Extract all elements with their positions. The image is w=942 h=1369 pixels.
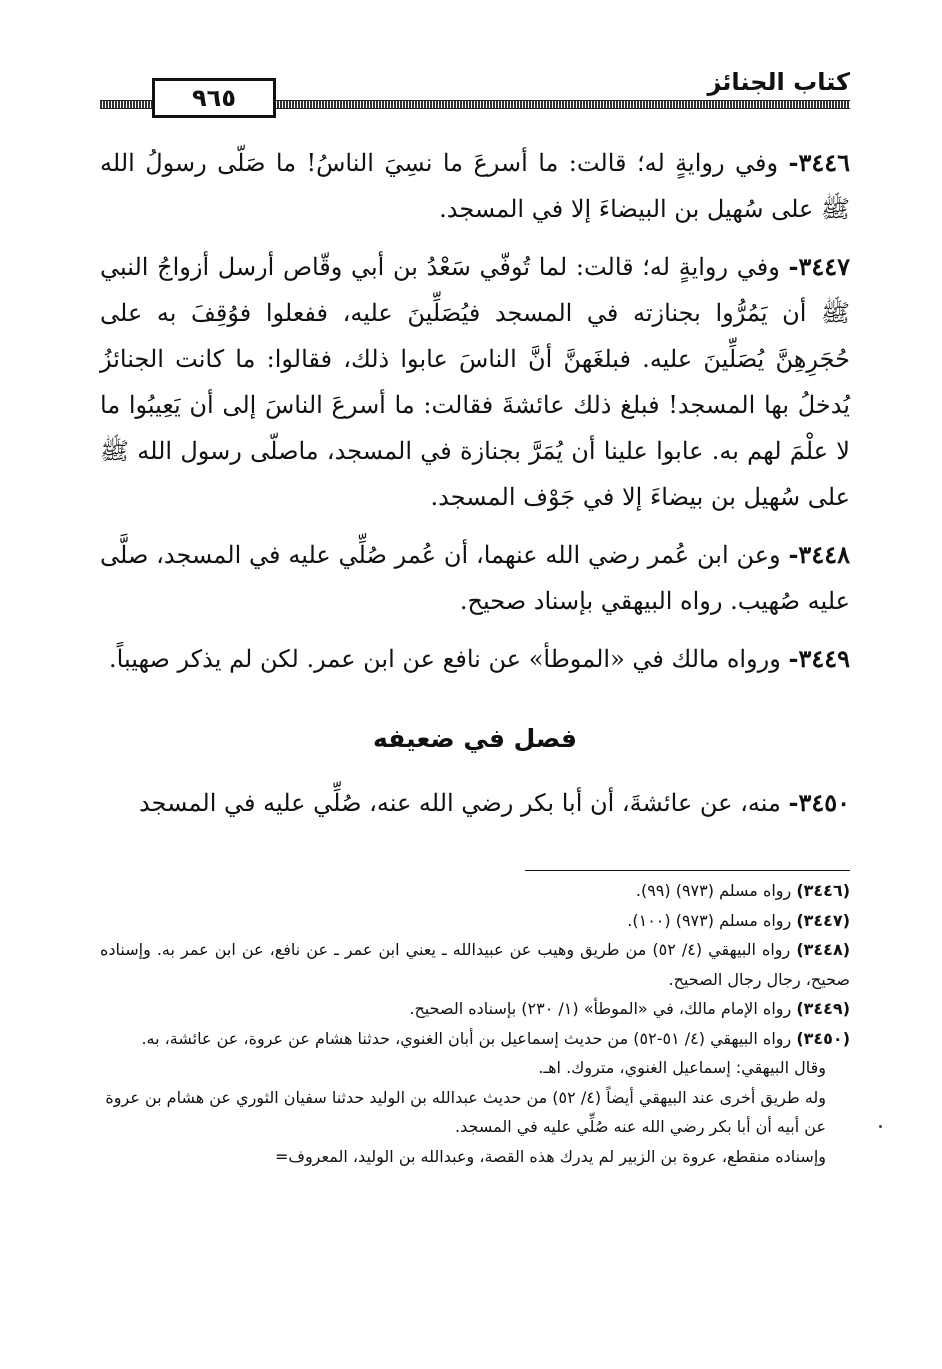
footnote-text: رواه مسلم (٩٧٣) (١٠٠). <box>627 910 792 930</box>
hadith-text: وفي روايةٍ له؛ قالت: ما أسرعَ ما نسِيَ الناسُ! ما صَلّى رسولُ الله ﷺ على سُهيل بن البيضاءَ إلا في المسجد. <box>100 149 850 223</box>
footnote-continuation: وإسناده منقطع، عروة بن الزبير لم يدرك هذه القصة، وعبدالله بن الوليد، المعروف= <box>274 1146 826 1166</box>
scan-mark <box>879 1125 882 1128</box>
footnote-number: (٣٤٤٦) <box>796 881 850 900</box>
footnote <box>100 906 850 936</box>
page-number: ٩٦٥ <box>192 84 236 112</box>
footnote-text: رواه البيهقي (٤/ ٥١-٥٢) من حديث إسماعيل بن أبان الغنوي، حدثنا هشام عن عروة، عن عائشة، به. <box>141 1028 792 1048</box>
book-title-container <box>697 68 850 96</box>
hadith-number: ٣٤٤٦- <box>788 148 850 177</box>
footnote-text: رواه البيهقي (٤/ ٥٢) من طريق وهيب عن عبيدالله ـ يعني ابن عمر ـ عن نافع، عن ابن عمر به. وإسناده صحيح، رجال رجال الصحيح. <box>100 940 850 989</box>
hadith-number: ٣٤٤٧- <box>788 252 850 281</box>
footnote-text: رواه مسلم (٩٧٣) (٩٩). <box>635 881 792 900</box>
footnote <box>100 1024 850 1054</box>
footnote-text: رواه الإمام مالك، في «الموطأ» (١/ ٢٣٠) بإسناده الصحيح. <box>409 999 792 1018</box>
hadith-number: ٣٤٥٠- <box>788 788 850 817</box>
page-number-box <box>152 78 276 118</box>
hadith-entry <box>100 140 850 232</box>
footnote-number: (٣٤٤٩) <box>796 999 850 1018</box>
footnote <box>100 935 850 994</box>
footnote-separator <box>525 870 850 871</box>
hadith-text: وفي روايةٍ له؛ قالت: لما تُوفّي سَعْدُ بن أبي وقّاص أرسل أزواجُ النبي ﷺ أن يَمُرُّوا بجنازته في المسجد فيُصَلِّينَ عليه، ففعلوا فوُقِفَ به على حُجَرِهِنَّ يُصَلِّينَ عليه. فبلغَهنَّ أنَّ الناسَ عابوا ذلك، فقالوا: ما كانت الجنائزُ يُدخلُ بها المسجد! فبلغ ذلك عائشةَ فقالت: ما أسرعَ الناسَ إلى أن يَعِيبُوا ما لا علْمَ لهم به. عابوا علينا أن يُمَرَّ بجنازة في المسجد، ماصلّى رسول الله ﷺ على سُهيل بن بيضاءَ إلا في جَوْف المسجد. <box>100 253 850 511</box>
hadith-text: ورواه مالك في «الموطأ» عن نافع عن ابن عمر. لكن لم يذكر صهيباً. <box>109 645 781 673</box>
footnote-continuation: وقال البيهقي: إسماعيل الغنوي، متروك. اهـ. <box>538 1058 826 1077</box>
page-header <box>100 70 850 114</box>
hadith-entry <box>100 244 850 520</box>
footnotes <box>100 876 850 1171</box>
main-text <box>100 140 850 838</box>
section-heading: فصل في ضعيفه <box>372 724 578 753</box>
hadith-entry <box>100 780 850 826</box>
footnote-number: (٣٤٤٨) <box>796 940 851 959</box>
hadith-entry <box>100 636 850 682</box>
hadith-text: وعن ابن عُمر رضي الله عنهما، أن عُمر صُلِّي عليه في المسجد، صلَّى عليه صُهيب. رواه البيهقي بإسناد صحيح. <box>100 541 850 615</box>
footnote-continuation: وله طريق أخرى عند البيهقي أيضاً (٤/ ٥٢) من حديث عبدالله بن الوليد حدثنا سفيان الثوري عن هشام بن عروة عن أبيه أن أبا بكر رضي الله عنه صُلِّي عليه في المسجد. <box>105 1087 826 1136</box>
footnote <box>100 994 850 1024</box>
hadith-text: منه، عن عائشةَ، أن أبا بكر رضي الله عنه، صُلِّي عليه في المسجد <box>139 789 781 817</box>
hadith-number: ٣٤٤٨- <box>788 540 850 569</box>
hadith-entry <box>100 532 850 624</box>
footnote-number: (٣٤٤٧) <box>796 910 850 930</box>
footnote-number: (٣٤٥٠) <box>796 1028 850 1048</box>
footnote <box>100 876 850 906</box>
book-title: كتاب الجنائز <box>707 68 850 96</box>
hadith-number: ٣٤٤٩- <box>788 644 850 673</box>
